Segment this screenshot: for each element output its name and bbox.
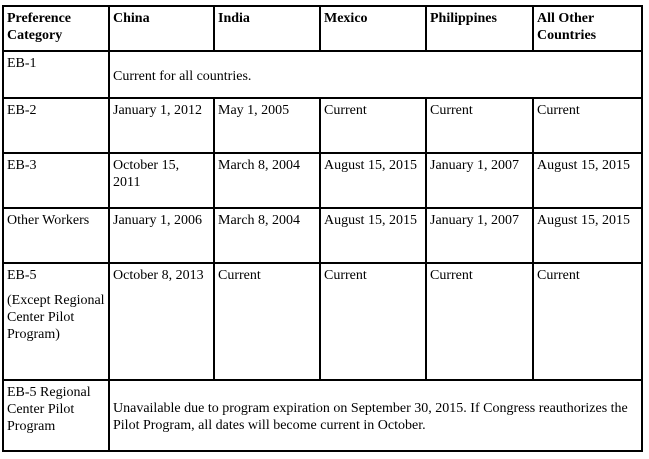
date-cell-mexico: August 15, 2015 bbox=[320, 208, 426, 263]
category-cell: EB-3 bbox=[3, 153, 109, 208]
header-china: China bbox=[109, 6, 214, 51]
header-india: India bbox=[214, 6, 320, 51]
date-cell-china: January 1, 2012 bbox=[109, 98, 214, 153]
date-cell-mexico: Current bbox=[320, 263, 426, 380]
category-label: EB-5 bbox=[7, 268, 37, 283]
date-cell-india: March 8, 2004 bbox=[214, 153, 320, 208]
date-cell-india: March 8, 2004 bbox=[214, 208, 320, 263]
date-cell-all-other: August 15, 2015 bbox=[533, 153, 642, 208]
date-cell-all-other: Current bbox=[533, 263, 642, 380]
eb1-all-countries-cell: Current for all countries. bbox=[109, 51, 642, 98]
date-cell-mexico: August 15, 2015 bbox=[320, 153, 426, 208]
date-cell-china: October 8, 2013 bbox=[109, 263, 214, 380]
table-row-eb2 bbox=[3, 98, 642, 153]
category-cell: EB-2 bbox=[3, 98, 109, 153]
date-cell-india: Current bbox=[214, 263, 320, 380]
table-row-eb5 bbox=[3, 263, 642, 380]
visa-bulletin-table bbox=[2, 5, 643, 452]
header-row bbox=[3, 6, 642, 51]
date-cell-philippines: Current bbox=[426, 98, 533, 153]
table-row-eb1 bbox=[3, 51, 642, 98]
category-cell: EB-1 bbox=[3, 51, 109, 98]
table-row-eb3 bbox=[3, 153, 642, 208]
date-cell-china: January 1, 2006 bbox=[109, 208, 214, 263]
date-cell-philippines: Current bbox=[426, 263, 533, 380]
category-cell: Other Workers bbox=[3, 208, 109, 263]
category-cell bbox=[3, 263, 109, 380]
category-note: (Except Regional Center Pilot Program) bbox=[7, 293, 105, 342]
table-row-other-workers bbox=[3, 208, 642, 263]
date-cell-china: October 15, 2011 bbox=[109, 153, 214, 208]
eb5-regional-note-cell: Unavailable due to program expiration on September 30, 2015. If Congress reauthorizes the Pilot Program, all dates will become current in October. bbox=[109, 380, 642, 451]
table-row-eb5-regional bbox=[3, 380, 642, 451]
date-cell-india: May 1, 2005 bbox=[214, 98, 320, 153]
header-all-other-countries: All Other Countries bbox=[533, 6, 642, 51]
date-cell-philippines: January 1, 2007 bbox=[426, 208, 533, 263]
date-cell-philippines: January 1, 2007 bbox=[426, 153, 533, 208]
date-cell-all-other: August 15, 2015 bbox=[533, 208, 642, 263]
date-cell-all-other: Current bbox=[533, 98, 642, 153]
header-philippines: Philippines bbox=[426, 6, 533, 51]
date-cell-mexico: Current bbox=[320, 98, 426, 153]
category-cell: EB-5 Regional Center Pilot Program bbox=[3, 380, 109, 451]
header-preference-category: Preference Category bbox=[3, 6, 109, 51]
header-mexico: Mexico bbox=[320, 6, 426, 51]
